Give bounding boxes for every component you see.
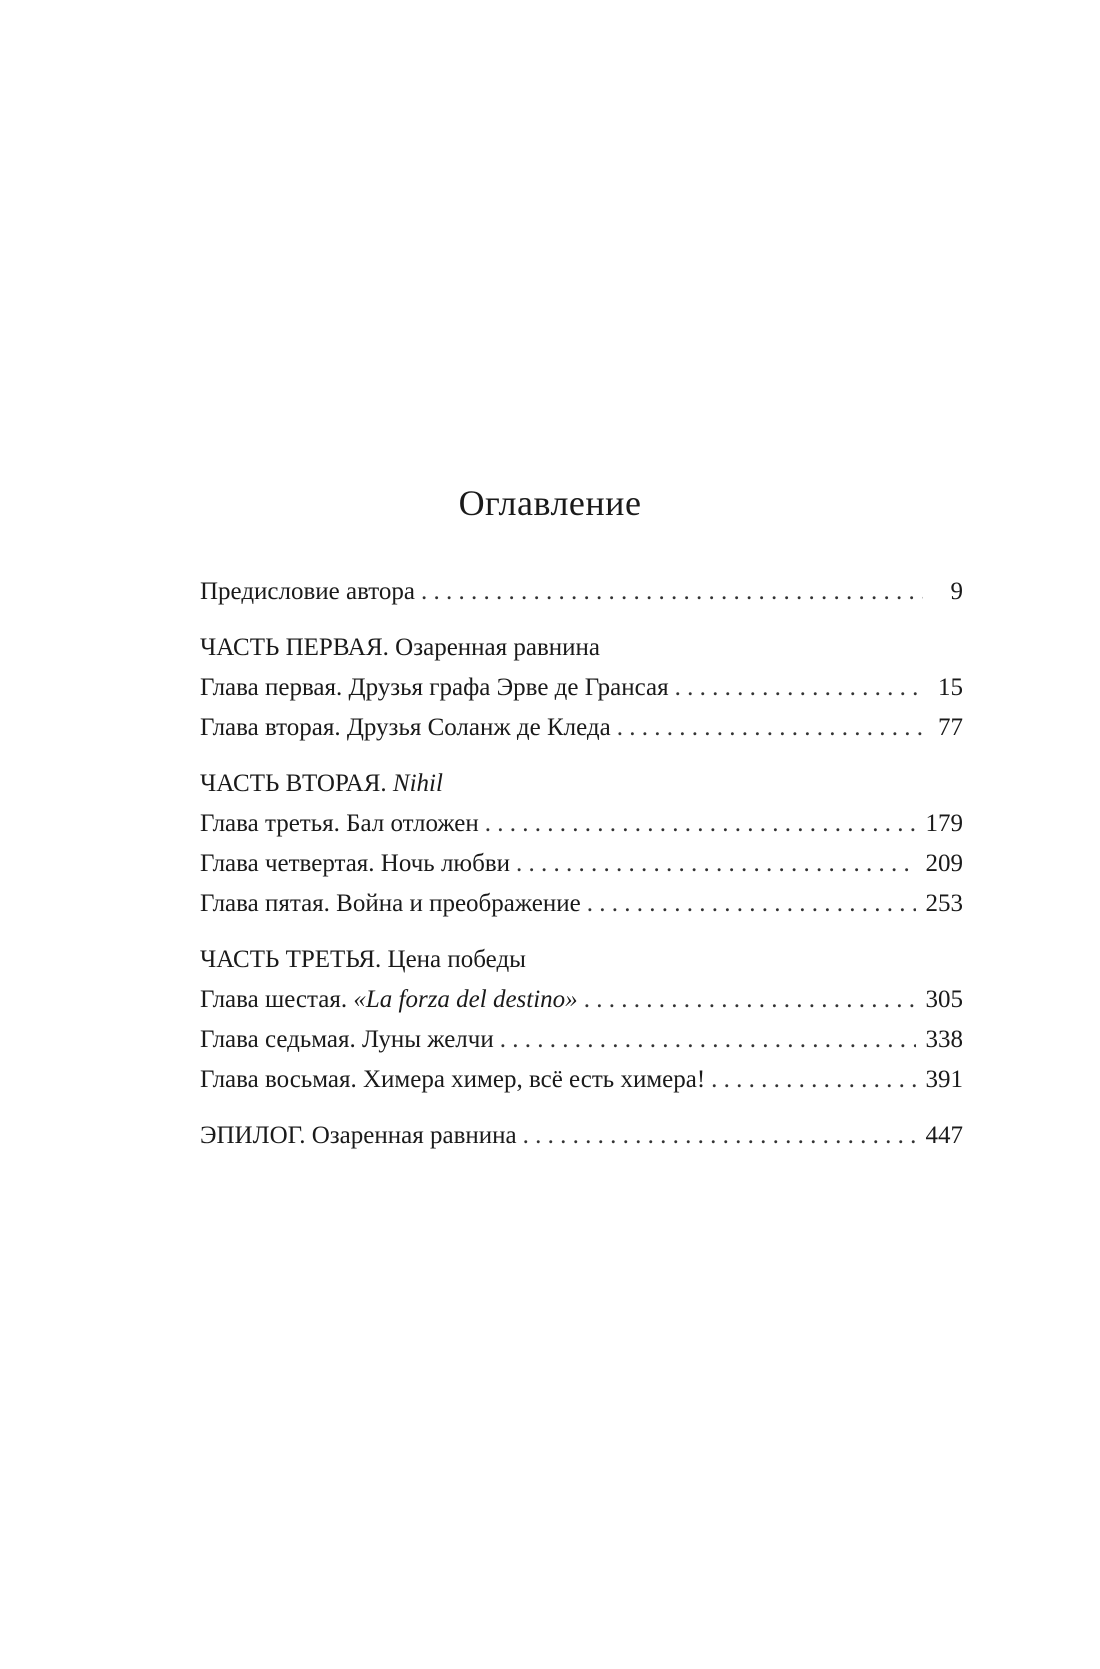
page-title: Оглавление [458, 483, 642, 523]
table-of-contents [200, 572, 963, 1156]
toc-entry-chapter-6 [200, 980, 963, 1020]
dot-leader [516, 844, 916, 884]
toc-page-number: 253 [925, 890, 963, 917]
part-heading-subtitle: Озаренная равнина [395, 634, 601, 661]
toc-entry-label: Глава пятая. Война и преображение [200, 890, 581, 917]
toc-entry-chapter-8 [200, 1060, 963, 1100]
dot-leader [421, 572, 923, 612]
toc-page-number: 9 [950, 578, 963, 605]
toc-entry-chapter-1 [200, 668, 963, 708]
part-heading-subtitle: Цена победы [387, 946, 526, 973]
toc-entry-preface [200, 572, 963, 612]
toc-entry-label-italic: «La forza del destino» [353, 986, 578, 1013]
toc-entry-chapter-3 [200, 804, 963, 844]
part-heading-prefix: ЧАСТЬ ВТОРАЯ. [200, 770, 387, 797]
toc-page-number: 305 [925, 986, 963, 1013]
dot-leader [485, 804, 916, 844]
toc-entry-label: Глава восьмая. Химера химер, всё есть химера! [200, 1066, 706, 1093]
dot-leader [617, 708, 923, 748]
part-heading-3 [200, 940, 963, 980]
toc-page-number: 209 [925, 850, 963, 877]
dot-leader [523, 1116, 916, 1156]
dot-leader [500, 1020, 916, 1060]
part-heading-1 [200, 628, 963, 668]
toc-entry-label-prefix: Глава шестая. [200, 986, 348, 1013]
part-heading-2 [200, 764, 963, 804]
toc-page-number: 447 [925, 1122, 963, 1149]
part-heading-subtitle: Nihil [392, 770, 443, 797]
dot-leader [587, 884, 916, 924]
dot-leader [675, 668, 923, 708]
toc-page-number: 77 [938, 714, 963, 741]
toc-page-number: 391 [925, 1066, 963, 1093]
toc-page-number: 338 [925, 1026, 963, 1053]
toc-entry-chapter-5 [200, 884, 963, 924]
toc-entry-chapter-4 [200, 844, 963, 884]
toc-page-number: 15 [938, 674, 963, 701]
dot-leader [584, 980, 916, 1020]
toc-entry-chapter-2 [200, 708, 963, 748]
toc-entry-label: Глава вторая. Друзья Соланж де Кледа [200, 714, 611, 741]
toc-entry-label: Глава третья. Бал отложен [200, 810, 479, 837]
toc-entry-label: Предисловие автора [200, 578, 415, 605]
toc-entry-epilogue [200, 1116, 963, 1156]
toc-entry-label [200, 980, 578, 1020]
toc-entry-label: ЭПИЛОГ. Озаренная равнина [200, 1122, 517, 1149]
toc-entry-label: Глава первая. Друзья графа Эрве де Грансая [200, 674, 669, 701]
part-heading-prefix: ЧАСТЬ ТРЕТЬЯ. [200, 946, 382, 973]
toc-entry-label: Глава седьмая. Луны желчи [200, 1026, 494, 1053]
toc-entry-chapter-7 [200, 1020, 963, 1060]
toc-entry-label: Глава четвертая. Ночь любви [200, 850, 510, 877]
part-heading-prefix: ЧАСТЬ ПЕРВАЯ. [200, 634, 389, 661]
dot-leader [711, 1060, 915, 1100]
toc-page-number: 179 [925, 810, 963, 837]
